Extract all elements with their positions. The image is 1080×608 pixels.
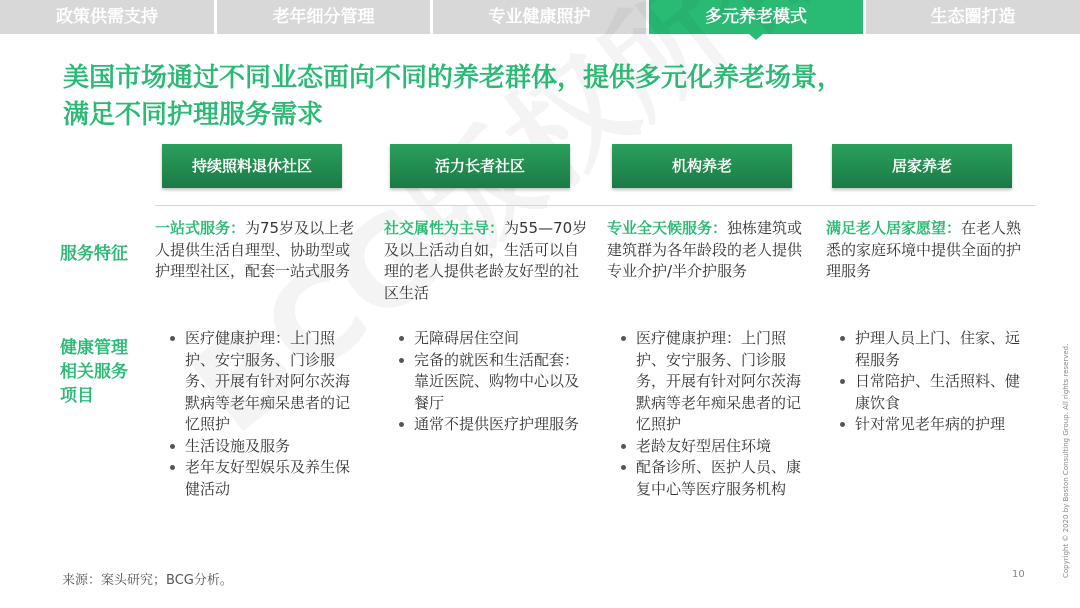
service-text: 为75岁及以上老人提供生活自理型、协助型或护理型社区，配套一站式服务	[155, 219, 355, 280]
health-cell-active-adult	[396, 328, 586, 436]
list-item: 医疗健康护理：上门照护、安宁服务、门诊服务、开展有针对阿尔茨海默病等老年痴呆患者的记忆照护	[167, 328, 355, 436]
service-text: 为55—70岁及以上活动自如，生活可以自理的老人提供老龄友好型的社区生活	[384, 219, 588, 302]
tab-diverse-models[interactable]: 多元养老模式	[649, 0, 863, 34]
list-item: 护理人员上门、住家、远程服务	[837, 328, 1032, 371]
tab-segment[interactable]: 老年细分管理	[217, 0, 430, 34]
row-label-health-line-2: 相关服务	[60, 362, 128, 382]
health-cell-ccrc	[167, 328, 355, 500]
title-line-1: 美国市场通过不同业态面向不同的养老群体，提供多元化养老场景，	[63, 63, 844, 93]
column-header-home-care: 居家养老	[832, 144, 1012, 188]
tab-health-care[interactable]: 专业健康照护	[433, 0, 646, 34]
service-lead: 一站式服务：	[155, 219, 246, 237]
column-header-ccrc: 持续照料退休社区	[162, 144, 342, 188]
column-header-institutional: 机构养老	[612, 144, 792, 188]
service-lead: 满足老人居家愿望：	[826, 219, 962, 237]
list-item: 老龄友好型居住环境	[618, 436, 810, 458]
header-divider	[155, 205, 1035, 206]
service-cell-home-care	[826, 218, 1031, 283]
tab-policy[interactable]: 政策供需支持	[0, 0, 214, 34]
title-line-2: 满足不同护理服务需求	[63, 100, 324, 130]
row-label-service: 服务特征	[60, 244, 128, 264]
list-item: 针对常见老年病的护理	[837, 414, 1032, 436]
service-lead: 专业全天候服务：	[607, 219, 728, 237]
service-cell-active-adult	[384, 218, 589, 304]
service-cell-ccrc	[155, 218, 355, 283]
service-text: 独栋建筑或建筑群为各年龄段的老人提供专业介护/半介护服务	[607, 219, 803, 280]
column-header-active-adult: 活力长者社区	[390, 144, 570, 188]
source-note: 来源：案头研究；BCG分析。	[62, 573, 233, 588]
health-cell-institutional	[618, 328, 810, 500]
row-label-health	[60, 336, 128, 408]
row-label-health-line-1: 健康管理	[60, 338, 128, 358]
row-label-health-line-3: 项目	[60, 386, 94, 406]
service-text: 在老人熟悉的家庭环境中提供全面的护理服务	[826, 219, 1022, 280]
list-item: 通常不提供医疗护理服务	[396, 414, 586, 436]
list-item: 医疗健康护理：上门照护、安宁服务、门诊服务，开展有针对阿尔茨海默病等老年痴呆患者的记忆照护	[618, 328, 810, 436]
service-lead: 社交属性为主导：	[384, 219, 505, 237]
list-item: 老年友好型娱乐及养生保健活动	[167, 457, 355, 500]
list-item: 日常陪护、生活照料、健康饮食	[837, 371, 1032, 414]
health-cell-home-care	[837, 328, 1032, 436]
service-cell-institutional	[607, 218, 807, 283]
page-title	[63, 60, 1043, 134]
tab-ecosystem[interactable]: 生态圈打造	[866, 0, 1080, 34]
list-item: 完备的就医和生活配套：靠近医院、购物中心以及餐厅	[396, 350, 586, 415]
top-nav-tabs	[0, 0, 1080, 34]
list-item: 配备诊所、医护人员、康复中心等医疗服务机构	[618, 457, 810, 500]
page-number: 10	[1012, 569, 1025, 580]
list-item: 生活设施及服务	[167, 436, 355, 458]
copyright-notice: Copyright © 2020 by Boston Consulting Group. All rights reserved.	[1062, 343, 1070, 578]
list-item: 无障碍居住空间	[396, 328, 586, 350]
